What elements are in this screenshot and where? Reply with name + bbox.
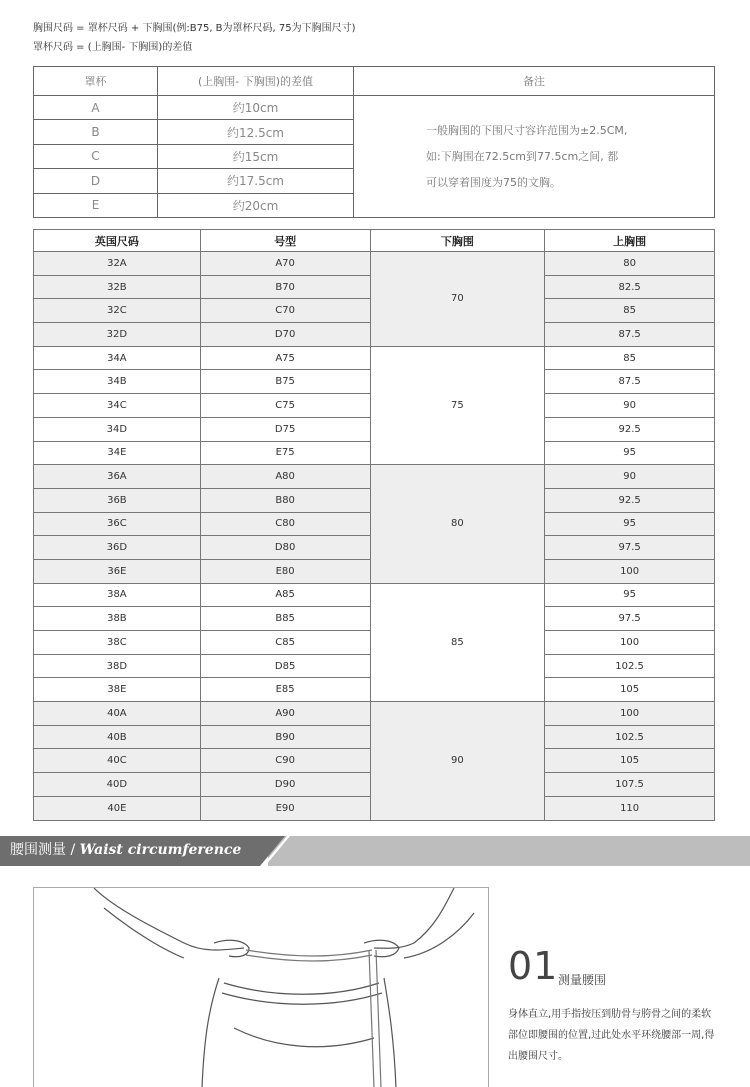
size-code: D80 — [200, 536, 370, 560]
uk-size: 38B — [34, 607, 201, 631]
bust: 90 — [545, 394, 715, 418]
uk-size: 36E — [34, 559, 201, 583]
step-number: 01 — [508, 944, 559, 988]
uk-size: 32C — [34, 299, 201, 323]
header-underbust: 下胸围 — [370, 230, 545, 252]
uk-size: 32D — [34, 323, 201, 347]
bust: 92.5 — [545, 417, 715, 441]
size-code: B70 — [200, 275, 370, 299]
size-code: D75 — [200, 417, 370, 441]
underbust: 80 — [370, 465, 545, 583]
section-title-en: Waist circumference — [79, 842, 242, 858]
cup-note-line: 可以穿着围度为75的文胸。 — [426, 175, 561, 189]
size-code: E85 — [200, 678, 370, 702]
bust: 90 — [545, 465, 715, 489]
size-code: B75 — [200, 370, 370, 394]
header-bust: 上胸围 — [545, 230, 715, 252]
uk-size: 38A — [34, 583, 201, 607]
bust: 95 — [545, 512, 715, 536]
uk-size: 34C — [34, 394, 201, 418]
size-code: C70 — [200, 299, 370, 323]
size-code: C75 — [200, 394, 370, 418]
uk-size: 36D — [34, 536, 201, 560]
uk-size: 40D — [34, 773, 201, 797]
cup-letter: D — [34, 169, 158, 193]
size-row — [34, 583, 715, 607]
size-code: B85 — [200, 607, 370, 631]
cup-letter: A — [34, 96, 158, 120]
size-code: E90 — [200, 796, 370, 820]
uk-size: 34A — [34, 346, 201, 370]
size-code: A70 — [200, 252, 370, 276]
bust: 87.5 — [545, 370, 715, 394]
cup-note — [354, 96, 715, 218]
underbust: 85 — [370, 583, 545, 701]
cup-letter: B — [34, 120, 158, 144]
cup-row — [34, 96, 715, 120]
header-cup: 罩杯 — [34, 67, 158, 96]
section-header-bar — [0, 836, 750, 866]
size-code: E75 — [200, 441, 370, 465]
uk-size: 32B — [34, 275, 201, 299]
uk-size: 36C — [34, 512, 201, 536]
size-row — [34, 346, 715, 370]
bust: 97.5 — [545, 607, 715, 631]
cup-difference: 约20cm — [158, 193, 354, 217]
uk-size: 32A — [34, 252, 201, 276]
bust: 102.5 — [545, 725, 715, 749]
cup-note-line: 一般胸围的下围尺寸容许范围为±2.5CM, — [426, 123, 628, 137]
uk-size: 40B — [34, 725, 201, 749]
size-code: C85 — [200, 631, 370, 655]
uk-size: 34E — [34, 441, 201, 465]
uk-size: 40E — [34, 796, 201, 820]
formula-line-2: 罩杯尺码 = (上胸围- 下胸围)的差值 — [33, 42, 193, 53]
size-code: A75 — [200, 346, 370, 370]
step-title: 测量腰围 — [558, 973, 607, 987]
size-code: D85 — [200, 654, 370, 678]
bust: 102.5 — [545, 654, 715, 678]
bust: 92.5 — [545, 488, 715, 512]
bust: 85 — [545, 299, 715, 323]
size-code: D70 — [200, 323, 370, 347]
bust: 80 — [545, 252, 715, 276]
cup-letter: E — [34, 193, 158, 217]
uk-size: 34B — [34, 370, 201, 394]
header-note: 备注 — [354, 67, 715, 96]
bust: 100 — [545, 559, 715, 583]
underbust: 70 — [370, 252, 545, 347]
header-difference: (上胸围- 下胸围)的差值 — [158, 67, 354, 96]
header-size-code: 号型 — [200, 230, 370, 252]
cup-difference: 约17.5cm — [158, 169, 354, 193]
bust: 95 — [545, 583, 715, 607]
size-code: A85 — [200, 583, 370, 607]
size-code: B90 — [200, 725, 370, 749]
bust: 105 — [545, 749, 715, 773]
bust: 100 — [545, 702, 715, 726]
size-code: B80 — [200, 488, 370, 512]
size-code: C90 — [200, 749, 370, 773]
size-code: A80 — [200, 465, 370, 489]
cup-difference-table — [33, 66, 715, 218]
size-code: E80 — [200, 559, 370, 583]
section-header-stripe — [268, 836, 750, 866]
step-description: 身体直立,用手指按压到肋骨与胯骨之间的柔软部位即腰围的位置,过此处水平环绕腰部一周,得出腰围尺寸。 — [508, 1009, 715, 1062]
bust: 105 — [545, 678, 715, 702]
section-title — [10, 839, 241, 859]
underbust: 90 — [370, 702, 545, 820]
cup-letter: C — [34, 144, 158, 168]
header-uk-size: 英国尺码 — [34, 230, 201, 252]
section-title-sep: / — [66, 842, 80, 858]
body-figure-drawing — [34, 888, 489, 1087]
section-title-cn: 腰围测量 — [10, 842, 66, 858]
size-chart-table — [33, 229, 715, 821]
cup-difference: 约15cm — [158, 144, 354, 168]
size-row — [34, 465, 715, 489]
underbust: 75 — [370, 346, 545, 464]
bust: 95 — [545, 441, 715, 465]
size-row — [34, 252, 715, 276]
formula-line-1: 胸围尺码 = 罩杯尺码 + 下胸围(例:B75, B为罩杯尺码, 75为下胸围尺寸) — [33, 23, 356, 34]
uk-size: 38D — [34, 654, 201, 678]
cup-note-line: 如:下胸围在72.5cm到77.5cm之间, 都 — [426, 149, 619, 163]
cup-difference: 约10cm — [158, 96, 354, 120]
size-code: C80 — [200, 512, 370, 536]
uk-size: 38C — [34, 631, 201, 655]
uk-size: 36A — [34, 465, 201, 489]
uk-size: 36B — [34, 488, 201, 512]
uk-size: 38E — [34, 678, 201, 702]
cup-difference: 约12.5cm — [158, 120, 354, 144]
bust: 100 — [545, 631, 715, 655]
size-code: D90 — [200, 773, 370, 797]
uk-size: 34D — [34, 417, 201, 441]
bust: 110 — [545, 796, 715, 820]
bust: 82.5 — [545, 275, 715, 299]
size-row — [34, 702, 715, 726]
waist-measure-illustration — [33, 887, 489, 1087]
uk-size: 40C — [34, 749, 201, 773]
bust: 85 — [545, 346, 715, 370]
size-code: A90 — [200, 702, 370, 726]
bust: 107.5 — [545, 773, 715, 797]
bust: 97.5 — [545, 536, 715, 560]
bust: 87.5 — [545, 323, 715, 347]
uk-size: 40A — [34, 702, 201, 726]
